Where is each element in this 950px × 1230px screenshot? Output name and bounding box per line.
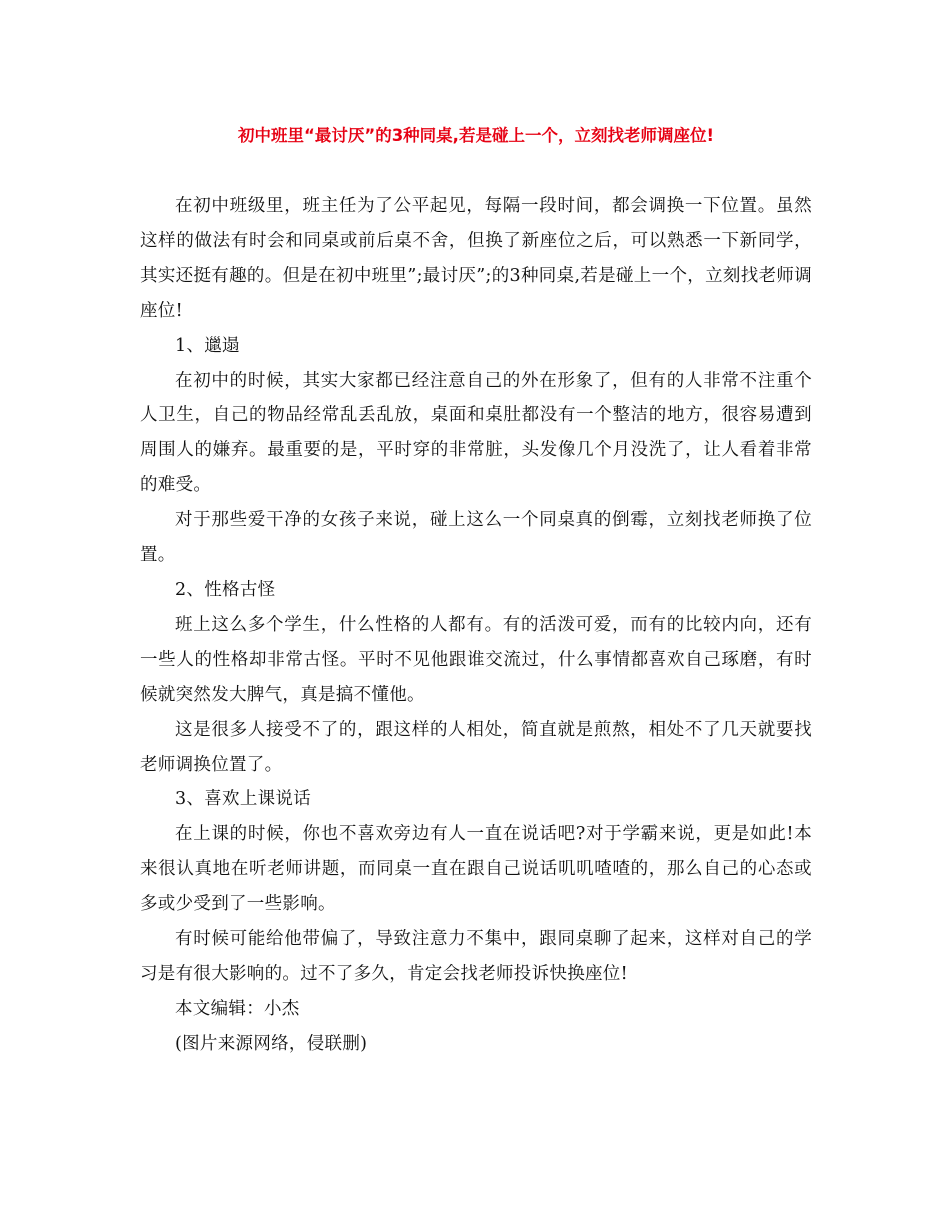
paragraph-intro: 在初中班级里，班主任为了公平起见，每隔一段时间，都会调换一下位置。虽然这样的做法有时会和同桌或前后桌不舍，但换了新座位之后，可以熟悉一下新同学，其实还挺有趣的。但是在初中班里”;最讨厌”;的3种同桌,若是碰上一个，立刻找老师调座位! <box>140 196 812 321</box>
section-heading-2: 2、性格古怪 <box>175 579 276 600</box>
article-body <box>140 189 812 1062</box>
section-heading-1: 1、邋遢 <box>175 335 240 356</box>
editor-credit: 本文编辑：小杰 <box>175 998 300 1019</box>
paragraph-section-1: 在初中的时候，其实大家都已经注意自己的外在形象了，但有的人非常不注重个人卫生，自己的物品经常乱丢乱放，桌面和桌肚都没有一个整洁的地方，很容易遭到周围人的嫌弃。最重要的是，平时穿的非常脏，头发像几个月没洗了，让人看着非常的难受。 <box>140 370 812 496</box>
paragraph-section-3: 在上课的时候，你也不喜欢旁边有人一直在说话吧?对于学霸来说，更是如此!本来很认真地在听老师讲题，而同桌一直在跟自己说话叽叽喳喳的，那么自己的心态或多或少受到了一些影响。 <box>140 824 812 915</box>
paragraph-section-3-followup: 有时候可能给他带偏了，导致注意力不集中，跟同桌聊了起来，这样对自己的学习是有很大影响的。过不了多久，肯定会找老师投诉快换座位! <box>140 929 812 984</box>
paragraph-section-2-followup: 这是很多人接受不了的，跟这样的人相处，简直就是煎熬，相处不了几天就要找老师调换位置了。 <box>140 719 812 775</box>
paragraph-section-2: 班上这么多个学生，什么性格的人都有。有的活泼可爱，而有的比较内向，还有一些人的性格却非常古怪。平时不见他跟谁交流过，什么事情都喜欢自己琢磨，有时候就突然发大脾气，真是搞不懂他。 <box>140 614 812 705</box>
section-heading-3: 3、喜欢上课说话 <box>175 789 312 810</box>
article-title: 初中班里“最讨厌”的3种同桌,若是碰上一个，立刻找老师调座位! <box>238 126 714 145</box>
paragraph-section-1-followup: 对于那些爱干净的女孩子来说，碰上这么一个同桌真的倒霉，立刻找老师换了位置。 <box>140 510 812 566</box>
image-source-note: (图片来源网络，侵联删) <box>175 1033 368 1054</box>
